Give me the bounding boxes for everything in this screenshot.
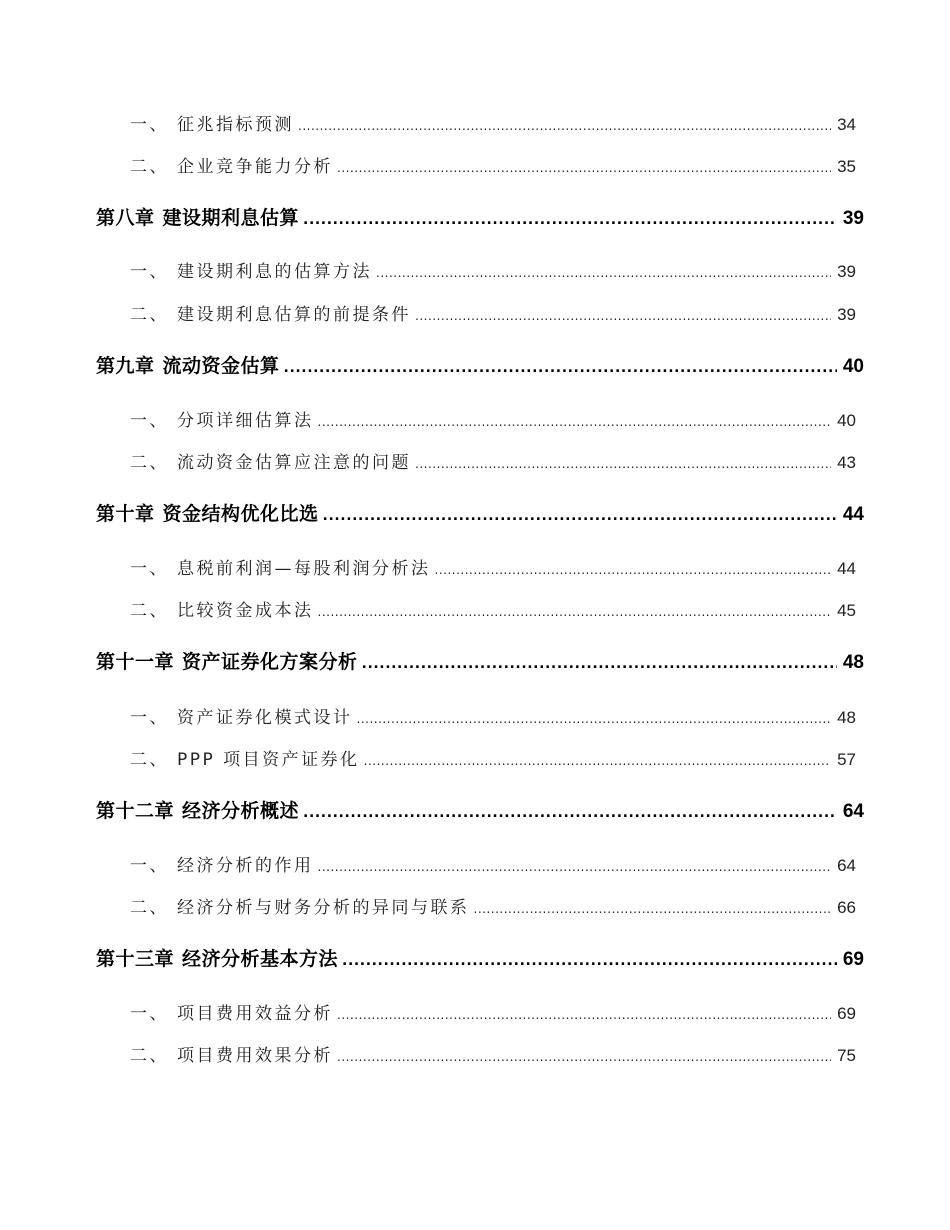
toc-chapter-page: 64 bbox=[842, 801, 864, 822]
toc-entry-number: 一、 bbox=[130, 856, 169, 876]
toc-entry[interactable] bbox=[130, 406, 856, 431]
toc-chapter-label: 第十一章 bbox=[96, 651, 175, 673]
toc-dot-leader bbox=[337, 1004, 831, 1024]
toc-entry-title: 经济分析与财务分析的异同与联系 bbox=[177, 898, 470, 918]
toc-entry[interactable] bbox=[130, 596, 856, 621]
toc-dot-leader bbox=[376, 262, 831, 282]
toc-entry-number: 一、 bbox=[130, 708, 169, 728]
toc-chapter-page: 44 bbox=[842, 504, 864, 525]
toc-dot-leader bbox=[284, 355, 837, 377]
toc-chapter-title: 资产证券化方案分析 bbox=[182, 651, 358, 673]
toc-dot-leader bbox=[318, 411, 832, 431]
toc-chapter-label: 第十二章 bbox=[96, 800, 175, 822]
toc-chapter-page: 69 bbox=[842, 949, 864, 970]
toc-entry[interactable] bbox=[130, 152, 856, 177]
toc-entry[interactable] bbox=[130, 703, 856, 728]
toc-entry-title: 经济分析的作用 bbox=[177, 856, 314, 876]
toc-entry-number: 一、 bbox=[130, 559, 169, 579]
toc-entry-number: 二、 bbox=[130, 305, 169, 325]
toc-chapter-entry[interactable] bbox=[96, 203, 864, 230]
toc-entry-title: 建设期利息估算的前提条件 bbox=[177, 305, 411, 325]
toc-chapter-title: 资金结构优化比选 bbox=[162, 503, 319, 525]
toc-entry[interactable] bbox=[130, 999, 856, 1024]
toc-entry[interactable] bbox=[130, 554, 856, 579]
toc-chapter-entry[interactable] bbox=[96, 944, 864, 971]
toc-chapter-label: 第十章 bbox=[96, 503, 155, 525]
toc-entry[interactable] bbox=[130, 745, 856, 770]
toc-entry-page: 69 bbox=[837, 1004, 856, 1023]
toc-entry-title: 息税前利润—每股利润分析法 bbox=[177, 559, 431, 579]
toc-entry-number: 二、 bbox=[130, 898, 169, 918]
toc-dot-leader bbox=[337, 1046, 831, 1066]
toc-chapter-title: 经济分析基本方法 bbox=[182, 948, 339, 970]
toc-dot-leader bbox=[364, 750, 831, 770]
toc-entry-page: 40 bbox=[837, 411, 856, 430]
toc-entry-title: 建设期利息的估算方法 bbox=[177, 262, 372, 282]
toc-chapter-label: 第九章 bbox=[96, 355, 155, 377]
toc-entry[interactable] bbox=[130, 300, 856, 325]
toc-entry-page: 64 bbox=[837, 856, 856, 875]
toc-chapter-page: 40 bbox=[842, 356, 864, 377]
toc-entry-title: 资产证券化模式设计 bbox=[177, 708, 353, 728]
toc-entry-title: 企业竞争能力分析 bbox=[177, 157, 333, 177]
toc-entry[interactable] bbox=[130, 893, 856, 918]
toc-chapter-label: 第八章 bbox=[96, 207, 155, 229]
toc-entry-page: 66 bbox=[837, 898, 856, 917]
toc-entry-page: 44 bbox=[837, 559, 856, 578]
toc-chapter-entry[interactable] bbox=[96, 647, 864, 674]
toc-entry[interactable] bbox=[130, 110, 856, 135]
toc-entry-title: 流动资金估算应注意的问题 bbox=[177, 453, 411, 473]
toc-dot-leader bbox=[415, 305, 831, 325]
toc-entry[interactable] bbox=[130, 257, 856, 282]
toc-entry-page: 43 bbox=[837, 453, 856, 472]
toc-dot-leader bbox=[323, 503, 837, 525]
toc-dot-leader bbox=[337, 157, 831, 177]
toc-dot-leader bbox=[435, 559, 832, 579]
toc-chapter-title: 经济分析概述 bbox=[182, 800, 300, 822]
toc-dot-leader bbox=[298, 115, 831, 135]
toc-entry-number: 二、 bbox=[130, 157, 169, 177]
toc-entry-title: 分项详细估算法 bbox=[177, 411, 314, 431]
toc-dot-leader bbox=[303, 207, 837, 229]
toc-entry-title: 项目费用效果分析 bbox=[177, 1046, 333, 1066]
toc-chapter-page: 48 bbox=[842, 652, 864, 673]
toc-chapter-page: 39 bbox=[842, 208, 864, 229]
toc-entry-number: 一、 bbox=[130, 411, 169, 431]
toc-entry-page: 57 bbox=[837, 750, 856, 769]
toc-dot-leader bbox=[357, 708, 832, 728]
toc-entry-page: 39 bbox=[837, 262, 856, 281]
toc-chapter-label: 第十三章 bbox=[96, 948, 175, 970]
toc-entry-title: 项目费用效益分析 bbox=[177, 1004, 333, 1024]
toc-entry-page: 34 bbox=[837, 115, 856, 134]
toc-entry[interactable] bbox=[130, 1041, 856, 1066]
toc-entry-number: 二、 bbox=[130, 750, 169, 770]
toc-chapter-title: 建设期利息估算 bbox=[162, 207, 300, 229]
toc-entry-page: 45 bbox=[837, 601, 856, 620]
toc-entry[interactable] bbox=[130, 851, 856, 876]
toc-entry-title: 比较资金成本法 bbox=[177, 601, 314, 621]
toc-chapter-entry[interactable] bbox=[96, 796, 864, 823]
toc-dot-leader bbox=[362, 651, 837, 673]
toc-entry-number: 一、 bbox=[130, 1004, 169, 1024]
toc-chapter-entry[interactable] bbox=[96, 351, 864, 378]
toc-dot-leader bbox=[318, 856, 832, 876]
toc-entry-number: 二、 bbox=[130, 453, 169, 473]
toc-entry-title: PPP 项目资产证券化 bbox=[177, 750, 360, 770]
toc-chapter-entry[interactable] bbox=[96, 499, 864, 526]
toc-entry-page: 48 bbox=[837, 708, 856, 727]
toc-dot-leader bbox=[342, 948, 837, 970]
toc-dot-leader bbox=[415, 453, 831, 473]
toc-entry-title: 征兆指标预测 bbox=[177, 115, 294, 135]
toc-dot-leader bbox=[318, 601, 832, 621]
toc-entry-page: 39 bbox=[837, 305, 856, 324]
toc-entry-page: 35 bbox=[837, 157, 856, 176]
toc-entry-number: 二、 bbox=[130, 1046, 169, 1066]
toc-entry-number: 一、 bbox=[130, 115, 169, 135]
toc-entry-number: 二、 bbox=[130, 601, 169, 621]
toc-chapter-title: 流动资金估算 bbox=[162, 355, 280, 377]
toc-entry-number: 一、 bbox=[130, 262, 169, 282]
toc-dot-leader bbox=[474, 898, 832, 918]
toc-entry[interactable] bbox=[130, 448, 856, 473]
toc-entry-page: 75 bbox=[837, 1046, 856, 1065]
toc-dot-leader bbox=[303, 800, 837, 822]
